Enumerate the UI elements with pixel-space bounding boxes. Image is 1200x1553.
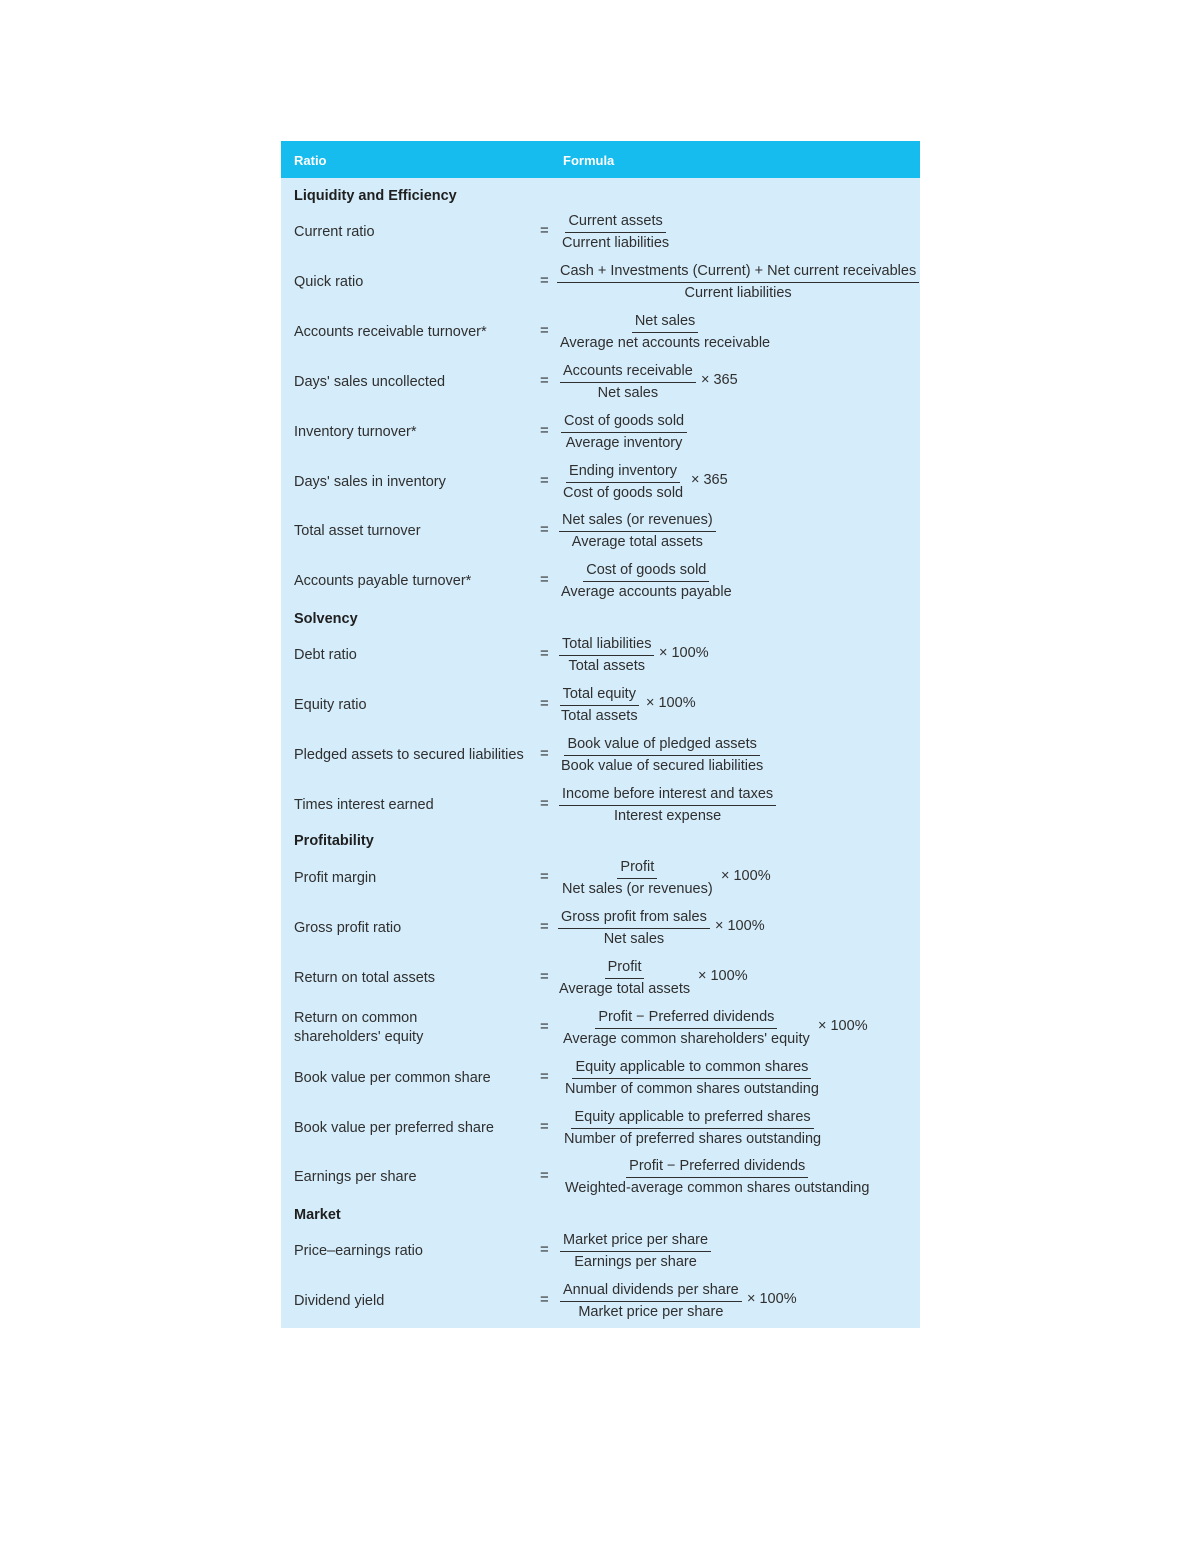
ratio-name: Equity ratio (294, 696, 367, 713)
equals-sign: = (540, 1068, 549, 1085)
formula-numerator: Total liabilities (559, 635, 654, 656)
formula-denominator: Weighted-average common shares outstanding (565, 1180, 870, 1196)
formula-numerator: Market price per share (560, 1231, 711, 1252)
formula-column-header: Formula (563, 153, 615, 168)
formula-denominator: Average inventory (565, 435, 683, 451)
formula-numerator: Net sales (or revenues) (559, 511, 716, 532)
formula-denominator: Total assets (561, 708, 638, 724)
ratio-name: Pledged assets to secured liabilities (294, 746, 524, 763)
formula-numerator: Equity applicable to common shares (572, 1058, 811, 1079)
equals-sign: = (540, 222, 549, 239)
formula-multiplier: × 100% (747, 1291, 797, 1307)
formula-multiplier: × 100% (715, 918, 765, 934)
formula-fraction (560, 1008, 813, 1049)
ratio-name: Book value per common share (294, 1069, 491, 1086)
formula-numerator: Annual dividends per share (560, 1281, 742, 1302)
formula-numerator: Total equity (560, 685, 639, 706)
formula-fraction (558, 908, 710, 949)
equals-sign: = (540, 1167, 549, 1184)
formula-denominator: Book value of secured liabilities (561, 758, 764, 774)
formula-multiplier: × 365 (691, 472, 728, 488)
equals-sign: = (540, 745, 549, 762)
ratio-name: Accounts receivable turnover* (294, 323, 487, 340)
formula-denominator: Number of preferred shares outstanding (564, 1131, 822, 1147)
equals-sign: = (540, 422, 549, 439)
ratio-name: Days' sales in inventory (294, 473, 446, 490)
section-heading-profitability: Profitability (294, 833, 374, 849)
equals-sign: = (540, 1291, 549, 1308)
equals-sign: = (540, 868, 549, 885)
ratio-name: Debt ratio (294, 646, 357, 663)
formula-multiplier: × 100% (659, 645, 709, 661)
equals-sign: = (540, 1241, 549, 1258)
formula-numerator: Net sales (632, 312, 698, 333)
formula-fraction (557, 312, 773, 353)
formula-numerator: Profit − Preferred dividends (595, 1008, 777, 1029)
ratio-name: Gross profit ratio (294, 919, 402, 936)
formula-numerator: Cost of goods sold (561, 412, 687, 433)
equals-sign: = (540, 1118, 549, 1135)
equals-sign: = (540, 472, 549, 489)
formula-fraction (560, 1281, 742, 1322)
ratio-name: Quick ratio (294, 273, 364, 290)
formula-numerator: Equity applicable to preferred shares (571, 1108, 813, 1129)
formula-numerator: Current assets (565, 212, 665, 233)
equals-sign: = (540, 372, 549, 389)
equals-sign: = (540, 695, 549, 712)
formula-fraction (558, 685, 641, 726)
formula-denominator: Average accounts payable (561, 584, 732, 600)
formula-fraction (556, 958, 693, 999)
equals-sign: = (540, 1018, 549, 1035)
formula-denominator: Market price per share (578, 1304, 724, 1320)
equals-sign: = (540, 795, 549, 812)
ratio-name: Earnings per share (294, 1168, 417, 1185)
formula-denominator: Net sales (597, 385, 659, 401)
ratio-name: Return on common shareholders' equity (294, 1010, 424, 1045)
formula-fraction (559, 511, 716, 552)
formula-fraction (559, 635, 654, 676)
table-header (281, 141, 920, 178)
formula-multiplier: × 100% (721, 868, 771, 884)
formula-multiplier: × 365 (701, 372, 738, 388)
section-heading-solvency: Solvency (294, 611, 358, 627)
ratio-name: Accounts payable turnover* (294, 572, 472, 589)
formula-numerator: Profit (605, 958, 645, 979)
ratio-name: Days' sales uncollected (294, 373, 446, 390)
formula-fraction (561, 1108, 824, 1149)
formula-denominator: Cost of goods sold (563, 485, 684, 501)
formula-fraction (557, 262, 919, 303)
ratio-name: Price–earnings ratio (294, 1242, 423, 1259)
formula-multiplier: × 100% (646, 695, 696, 711)
formula-fraction (562, 1058, 822, 1099)
formula-numerator: Ending inventory (566, 462, 680, 483)
equals-sign: = (540, 571, 549, 588)
ratio-name: Book value per preferred share (294, 1119, 494, 1136)
formula-fraction (559, 212, 672, 253)
formula-fraction (558, 735, 766, 776)
ratio-name: Return on total assets (294, 969, 436, 986)
formula-denominator: Number of common shares outstanding (565, 1081, 819, 1097)
formula-denominator: Net sales (603, 931, 665, 947)
formula-denominator: Average total assets (571, 534, 703, 550)
formula-numerator: Income before interest and taxes (559, 785, 776, 806)
formula-fraction (560, 462, 686, 503)
section-heading-market: Market (294, 1207, 341, 1223)
formula-numerator: Gross profit from sales (558, 908, 710, 929)
ratio-name: Profit margin (294, 869, 377, 886)
equals-sign: = (540, 322, 549, 339)
formula-denominator: Average total assets (559, 981, 691, 997)
ratio-name: Inventory turnover* (294, 423, 417, 440)
formula-multiplier: × 100% (698, 968, 748, 984)
formula-denominator: Current liabilities (684, 285, 792, 301)
equals-sign: = (540, 918, 549, 935)
formula-numerator: Cash + Investments (Current) + Net current receivables (557, 262, 919, 283)
formula-numerator: Book value of pledged assets (564, 735, 759, 756)
formula-denominator: Earnings per share (574, 1254, 697, 1270)
formula-denominator: Current liabilities (562, 235, 670, 251)
formula-denominator: Total assets (568, 658, 646, 674)
formula-denominator: Average common shareholders' equity (563, 1031, 810, 1047)
equals-sign: = (540, 521, 549, 538)
equals-sign: = (540, 272, 549, 289)
formula-fraction (562, 1157, 872, 1198)
formula-numerator: Profit − Preferred dividends (626, 1157, 808, 1178)
formula-numerator: Profit (617, 858, 657, 879)
equals-sign: = (540, 645, 549, 662)
formula-numerator: Accounts receivable (560, 362, 696, 383)
formula-denominator: Interest expense (613, 808, 722, 824)
equals-sign: = (540, 968, 549, 985)
formula-denominator: Average net accounts receivable (560, 335, 771, 351)
formula-fraction (559, 785, 776, 826)
formula-fraction (560, 1231, 711, 1272)
formula-fraction (561, 412, 687, 453)
formula-denominator: Net sales (or revenues) (562, 881, 713, 897)
formula-fraction (560, 362, 696, 403)
formula-fraction (558, 561, 735, 602)
formula-multiplier: × 100% (818, 1018, 868, 1034)
ratio-column-header: Ratio (294, 153, 327, 168)
ratio-name: Total asset turnover (294, 522, 421, 539)
formula-numerator: Cost of goods sold (583, 561, 709, 582)
ratio-name: Times interest earned (294, 796, 434, 813)
ratio-name: Current ratio (294, 223, 375, 240)
ratio-summary-table (281, 141, 920, 1328)
section-heading-liquidity: Liquidity and Efficiency (294, 188, 457, 204)
ratio-name: Dividend yield (294, 1292, 385, 1309)
formula-fraction (559, 858, 716, 899)
